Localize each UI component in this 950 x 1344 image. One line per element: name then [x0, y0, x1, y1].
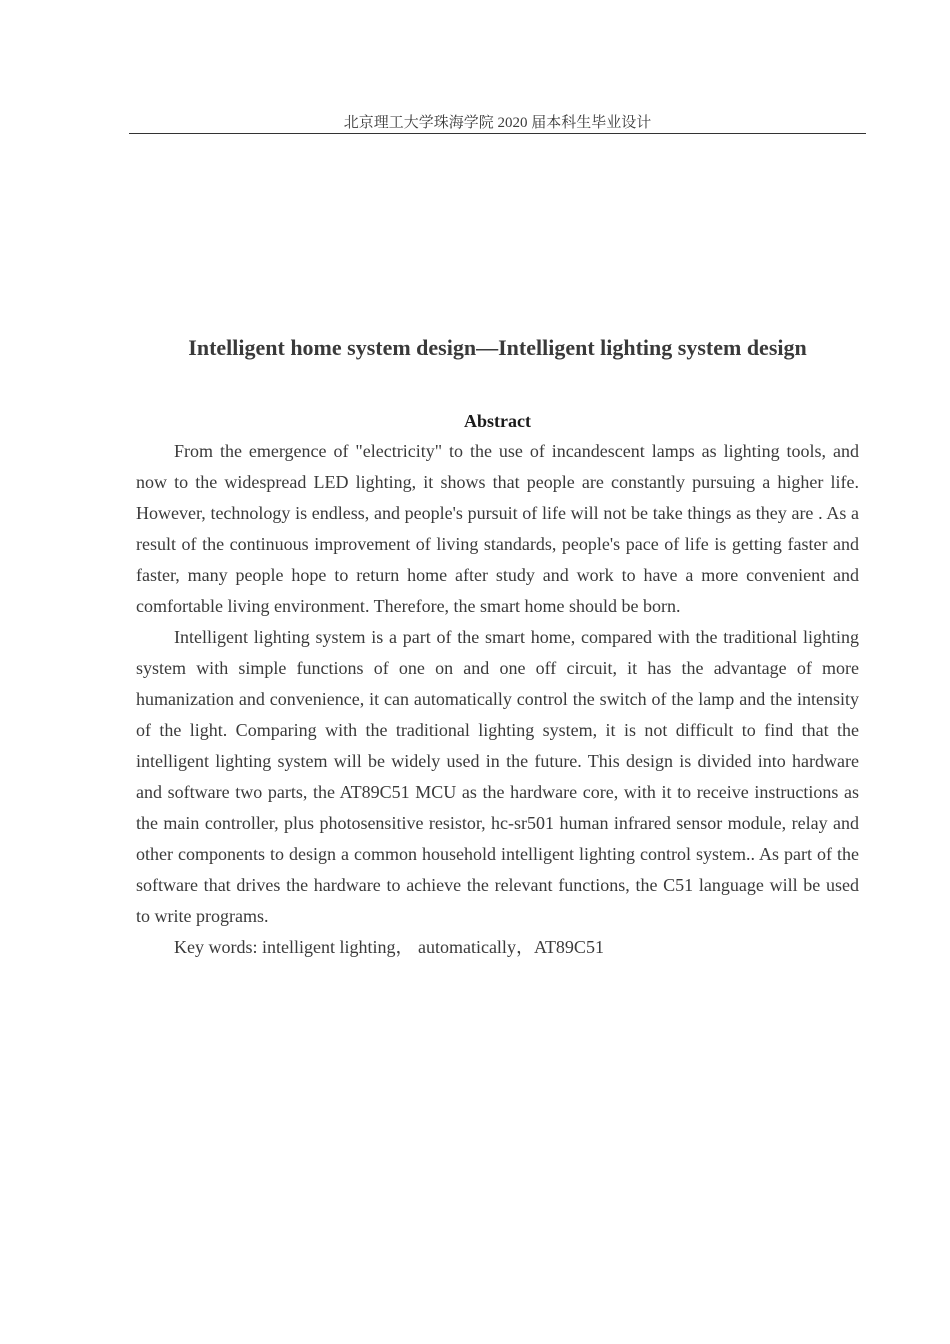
page-header: 北京理工大学珠海学院 2020 届本科生毕业设计	[129, 113, 866, 134]
keywords-line: Key words: intelligent lighting， automatically，AT89C51	[174, 937, 604, 957]
abstract-body	[136, 436, 859, 963]
abstract-paragraph: Intelligent lighting system is a part of the smart home, compared with the traditional lighting system with simple functions of one on and one off circuit, it has the advantage of more humanization and convenience, it can automatically control the switch of the lamp and the intensity of the light. Comparing with the traditional lighting system, it is not difficult to find that the intelligent lighting system will be widely used in the future. This design is divided into hardware and software two parts, the AT89C51 MCU as the hardware core, with it to receive instructions as the main controller, plus photosensitive resistor, hc-sr501 human infrared sensor module, relay and other components to design a common household intelligent lighting control system.. As part of the software that drives the hardware to achieve the relevant functions, the C51 language will be used to write programs.	[136, 627, 859, 926]
abstract-heading: Abstract	[464, 411, 531, 431]
document-title: Intelligent home system design—Intelligent lighting system design	[188, 335, 807, 360]
abstract-paragraph: From the emergence of "electricity" to the use of incandescent lamps as lighting tools, and now to the widespread LED lighting, it shows that people are constantly pursuing a higher life. However, technology is endless, and people's pursuit of life will not be take things as they are . As a result of the continuous improvement of living standards, people's pace of life is getting faster and faster, many people hope to return home after study and work to have a more convenient and comfortable living environment. Therefore, the smart home should be born.	[136, 441, 859, 616]
